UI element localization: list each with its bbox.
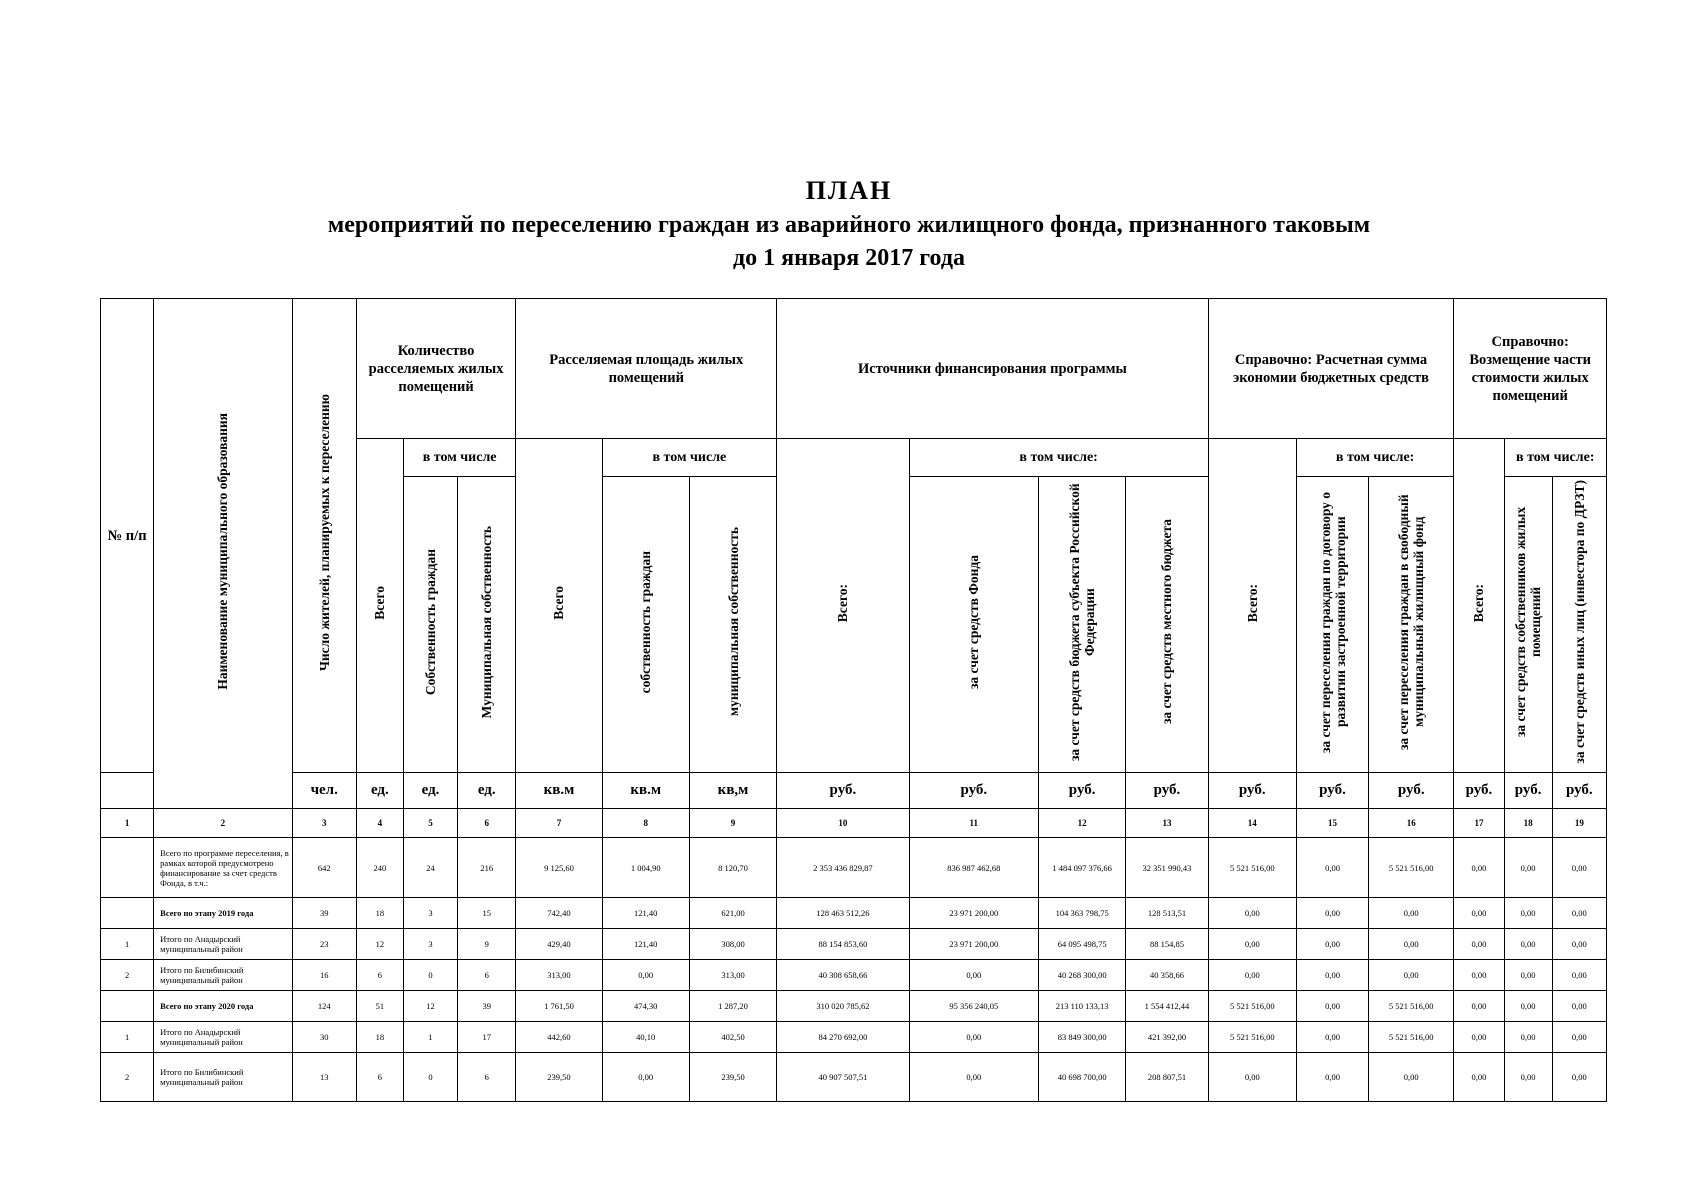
header-economy-group: Справочно: Расчетная сумма экономии бюджетных средств <box>1208 299 1454 439</box>
unit-cell: кв.м <box>516 773 602 809</box>
row-number <box>101 991 154 1022</box>
header-count-group: Количество расселяемых жилых помещений <box>356 299 516 439</box>
table-cell: 0,00 <box>1369 960 1454 991</box>
table-cell: 23 971 200,00 <box>909 929 1038 960</box>
column-number: 7 <box>516 809 602 838</box>
table-cell: 13 <box>292 1053 356 1102</box>
table-cell: 83 849 300,00 <box>1039 1022 1126 1053</box>
table-cell: 239,50 <box>516 1053 602 1102</box>
header-compensation-group: Справочно: Возмещение части стоимости жилых помещений <box>1454 299 1607 439</box>
table-cell: 9 125,60 <box>516 838 602 898</box>
column-number: 14 <box>1208 809 1296 838</box>
header-economy-development: за счет переселения граждан по договору о развитии застроенной территории <box>1296 477 1368 773</box>
table-row <box>101 838 1607 898</box>
header-residents: Число жителей, планируемых к переселению <box>292 299 356 773</box>
table-cell: 95 356 240,05 <box>909 991 1038 1022</box>
header-area-owners: собственность граждан <box>602 477 689 773</box>
table-cell: 0,00 <box>1504 991 1552 1022</box>
table-cell: 0,00 <box>909 960 1038 991</box>
header-count-total: Всего <box>356 439 403 773</box>
column-number: 8 <box>602 809 689 838</box>
table-cell: 0,00 <box>1552 1022 1606 1053</box>
table-cell: 0,00 <box>1296 1053 1368 1102</box>
table-cell: 429,40 <box>516 929 602 960</box>
table-cell: 0,00 <box>1504 838 1552 898</box>
table-cell: 128 463 512,26 <box>777 898 909 929</box>
table-cell: 5 521 516,00 <box>1369 991 1454 1022</box>
table-cell: 0,00 <box>1454 929 1504 960</box>
table-cell: 16 <box>292 960 356 991</box>
table-cell: 2 353 436 829,87 <box>777 838 909 898</box>
header-compensation-other: за счет средств иных лиц (инвестора по ДРЗТ) <box>1552 477 1606 773</box>
table-cell: 40 698 700,00 <box>1039 1053 1126 1102</box>
table-cell: 8 120,70 <box>689 838 776 898</box>
column-number: 17 <box>1454 809 1504 838</box>
table-cell: 88 154 853,60 <box>777 929 909 960</box>
table-cell: 0,00 <box>1208 929 1296 960</box>
table-cell: 240 <box>356 838 403 898</box>
unit-cell: кв,м <box>689 773 776 809</box>
table-cell: 18 <box>356 1022 403 1053</box>
table-cell: 6 <box>356 1053 403 1102</box>
row-number <box>101 838 154 898</box>
column-number: 3 <box>292 809 356 838</box>
table-cell: 18 <box>356 898 403 929</box>
table-cell: 5 521 516,00 <box>1208 991 1296 1022</box>
table-cell: 239,50 <box>689 1053 776 1102</box>
table-cell: 23 <box>292 929 356 960</box>
table-cell: 1 287,20 <box>689 991 776 1022</box>
table-cell: 0,00 <box>1296 898 1368 929</box>
table-cell: 0,00 <box>1369 1053 1454 1102</box>
column-number: 5 <box>403 809 457 838</box>
column-number: 9 <box>689 809 776 838</box>
municipality-name: Всего по программе переселения, в рамках которой предусмотрено финансирование за счет средств Фонда, в т.ч.: <box>154 838 292 898</box>
unit-cell: руб. <box>1296 773 1368 809</box>
table-cell: 128 513,51 <box>1126 898 1208 929</box>
document-subtitle: мероприятий по переселению граждан из аварийного жилищного фонда, признанного таковым <box>327 212 1371 238</box>
table-cell: 9 <box>458 929 516 960</box>
header-compensation-total: Всего: <box>1454 439 1504 773</box>
table-cell: 308,00 <box>689 929 776 960</box>
table-cell: 51 <box>356 991 403 1022</box>
table-cell: 0,00 <box>1504 929 1552 960</box>
table-cell: 402,50 <box>689 1022 776 1053</box>
column-number: 13 <box>1126 809 1208 838</box>
table-cell: 742,40 <box>516 898 602 929</box>
table-cell: 216 <box>458 838 516 898</box>
header-name: Наименование муниципального образования <box>154 299 292 809</box>
table-row <box>101 960 1607 991</box>
table-cell: 24 <box>403 838 457 898</box>
table-cell: 208 807,51 <box>1126 1053 1208 1102</box>
table-cell: 88 154,85 <box>1126 929 1208 960</box>
table-cell: 0,00 <box>1454 838 1504 898</box>
table-cell: 0,00 <box>1208 1053 1296 1102</box>
column-numbers-row <box>101 809 1607 838</box>
table-cell: 0,00 <box>909 1022 1038 1053</box>
unit-cell: руб. <box>909 773 1038 809</box>
document-title: ПЛАН <box>805 176 893 205</box>
header-finance-local: за счет средств местного бюджета <box>1126 477 1208 773</box>
unit-cell: ед. <box>356 773 403 809</box>
row-number: 1 <box>101 1022 154 1053</box>
header-finance-incl: в том числе: <box>909 439 1208 477</box>
municipality-name: Итого по Билибинский муниципальный район <box>154 1053 292 1102</box>
unit-cell: руб. <box>1039 773 1126 809</box>
table-cell: 0 <box>403 960 457 991</box>
header-compensation-owners: за счет средств собственников жилых помещений <box>1504 477 1552 773</box>
header-count-municipal: Муниципальная собственность <box>458 477 516 773</box>
column-number: 12 <box>1039 809 1126 838</box>
municipality-name: Всего по этапу 2020 года <box>154 991 292 1022</box>
table-cell: 621,00 <box>689 898 776 929</box>
unit-cell: руб. <box>1369 773 1454 809</box>
header-economy-incl: в том числе: <box>1296 439 1453 477</box>
header-count-owners: Собственность граждан <box>403 477 457 773</box>
municipality-name: Итого по Анадырский муниципальный район <box>154 1022 292 1053</box>
table-cell: 6 <box>458 1053 516 1102</box>
table-cell: 32 351 990,43 <box>1126 838 1208 898</box>
table-cell: 12 <box>403 991 457 1022</box>
table-cell: 0,00 <box>1296 1022 1368 1053</box>
table-cell: 5 521 516,00 <box>1208 1022 1296 1053</box>
unit-cell: ед. <box>403 773 457 809</box>
table-cell: 23 971 200,00 <box>909 898 1038 929</box>
row-number <box>101 898 154 929</box>
header-finance-total: Всего: <box>777 439 909 773</box>
header-finance-group: Источники финансирования программы <box>777 299 1208 439</box>
table-cell: 0,00 <box>909 1053 1038 1102</box>
table-cell: 39 <box>292 898 356 929</box>
table-cell: 1 484 097 376,66 <box>1039 838 1126 898</box>
table-cell: 124 <box>292 991 356 1022</box>
table-cell: 642 <box>292 838 356 898</box>
unit-cell: руб. <box>1126 773 1208 809</box>
table-cell: 40 308 658,66 <box>777 960 909 991</box>
municipality-name: Итого по Анадырский муниципальный район <box>154 929 292 960</box>
column-number: 18 <box>1504 809 1552 838</box>
plan-table <box>100 298 1607 1102</box>
row-number: 2 <box>101 960 154 991</box>
table-cell: 0,00 <box>1552 898 1606 929</box>
header-economy-total: Всего: <box>1208 439 1296 773</box>
header-num: № п/п <box>101 299 154 773</box>
units-row <box>101 773 1607 809</box>
table-cell: 313,00 <box>516 960 602 991</box>
table-cell: 0,00 <box>1552 991 1606 1022</box>
table-cell: 474,30 <box>602 991 689 1022</box>
table-cell: 1 <box>403 1022 457 1053</box>
table-row <box>101 929 1607 960</box>
header-area-total: Всего <box>516 439 602 773</box>
table-cell: 15 <box>458 898 516 929</box>
table-cell: 0,00 <box>1504 960 1552 991</box>
table-row <box>101 1022 1607 1053</box>
table-cell: 0 <box>403 1053 457 1102</box>
header-compensation-incl: в том числе: <box>1504 439 1606 477</box>
table-cell: 40 268 300,00 <box>1039 960 1126 991</box>
header-finance-fund: за счет средств Фонда <box>909 477 1038 773</box>
column-number: 4 <box>356 809 403 838</box>
table-cell: 17 <box>458 1022 516 1053</box>
table-cell: 40 358,66 <box>1126 960 1208 991</box>
table-cell: 0,00 <box>1296 929 1368 960</box>
column-number: 16 <box>1369 809 1454 838</box>
table-cell: 0,00 <box>1552 838 1606 898</box>
table-cell: 0,00 <box>1208 898 1296 929</box>
table-cell: 836 987 462,68 <box>909 838 1038 898</box>
table-cell: 0,00 <box>602 960 689 991</box>
municipality-name: Итого по Билибинский муниципальный район <box>154 960 292 991</box>
table-cell: 104 363 798,75 <box>1039 898 1126 929</box>
column-number: 11 <box>909 809 1038 838</box>
table-cell: 5 521 516,00 <box>1369 1022 1454 1053</box>
table-cell: 0,00 <box>1504 1022 1552 1053</box>
table-cell: 40,10 <box>602 1022 689 1053</box>
table-cell: 0,00 <box>1454 960 1504 991</box>
table-cell: 121,40 <box>602 929 689 960</box>
table-cell: 0,00 <box>1208 960 1296 991</box>
table-cell: 213 110 133,13 <box>1039 991 1126 1022</box>
header-area-incl: в том числе <box>602 439 777 477</box>
table-cell: 1 004,90 <box>602 838 689 898</box>
table-cell: 84 270 692,00 <box>777 1022 909 1053</box>
table-row <box>101 1053 1607 1102</box>
unit-cell: кв.м <box>602 773 689 809</box>
table-cell: 30 <box>292 1022 356 1053</box>
table-cell: 0,00 <box>1454 1053 1504 1102</box>
table-cell: 6 <box>458 960 516 991</box>
row-number: 2 <box>101 1053 154 1102</box>
table-cell: 40 907 507,51 <box>777 1053 909 1102</box>
table-cell: 0,00 <box>1552 929 1606 960</box>
table-cell: 5 521 516,00 <box>1369 838 1454 898</box>
table-cell: 0,00 <box>1552 1053 1606 1102</box>
header-count-incl: в том числе <box>403 439 515 477</box>
table-cell: 0,00 <box>1454 991 1504 1022</box>
table-cell: 313,00 <box>689 960 776 991</box>
unit-cell: руб. <box>1504 773 1552 809</box>
table-cell: 6 <box>356 960 403 991</box>
table-cell: 421 392,00 <box>1126 1022 1208 1053</box>
document-subtitle-date: до 1 января 2017 года <box>733 245 965 271</box>
table-row <box>101 898 1607 929</box>
table-cell: 310 020 785,62 <box>777 991 909 1022</box>
table-body <box>101 838 1607 1102</box>
unit-cell: чел. <box>292 773 356 809</box>
table-cell: 1 554 412,44 <box>1126 991 1208 1022</box>
unit-cell: ед. <box>458 773 516 809</box>
table-cell: 5 521 516,00 <box>1208 838 1296 898</box>
unit-cell: руб. <box>1454 773 1504 809</box>
municipality-name: Всего по этапу 2019 года <box>154 898 292 929</box>
column-number: 19 <box>1552 809 1606 838</box>
table-cell: 121,40 <box>602 898 689 929</box>
column-number: 2 <box>154 809 292 838</box>
table-cell: 0,00 <box>1296 960 1368 991</box>
table-cell: 0,00 <box>1504 1053 1552 1102</box>
column-number: 10 <box>777 809 909 838</box>
table-cell: 0,00 <box>1369 898 1454 929</box>
table-cell: 442,60 <box>516 1022 602 1053</box>
column-number: 6 <box>458 809 516 838</box>
table-cell: 0,00 <box>1369 929 1454 960</box>
table-cell: 3 <box>403 898 457 929</box>
table-cell: 39 <box>458 991 516 1022</box>
table-cell: 0,00 <box>1454 1022 1504 1053</box>
header-finance-subject: за счет средств бюджета субъекта Российской Федерации <box>1039 477 1126 773</box>
table-cell: 12 <box>356 929 403 960</box>
row-number: 1 <box>101 929 154 960</box>
column-number: 15 <box>1296 809 1368 838</box>
table-cell: 0,00 <box>1296 838 1368 898</box>
table-cell: 0,00 <box>1552 960 1606 991</box>
table-cell: 0,00 <box>602 1053 689 1102</box>
table-cell: 1 761,50 <box>516 991 602 1022</box>
table-cell: 3 <box>403 929 457 960</box>
table-cell: 0,00 <box>1454 898 1504 929</box>
header-economy-free-fund: за счет переселения граждан в свободный муниципальный жилищный фонд <box>1369 477 1454 773</box>
column-number: 1 <box>101 809 154 838</box>
table-cell: 64 095 498,75 <box>1039 929 1126 960</box>
header-area-municipal: муниципальная собственность <box>689 477 776 773</box>
table-cell: 0,00 <box>1296 991 1368 1022</box>
table-cell: 0,00 <box>1504 898 1552 929</box>
unit-cell: руб. <box>1552 773 1606 809</box>
header-area-group: Расселяемая площадь жилых помещений <box>516 299 777 439</box>
table-row <box>101 991 1607 1022</box>
unit-cell: руб. <box>1208 773 1296 809</box>
unit-cell: руб. <box>777 773 909 809</box>
